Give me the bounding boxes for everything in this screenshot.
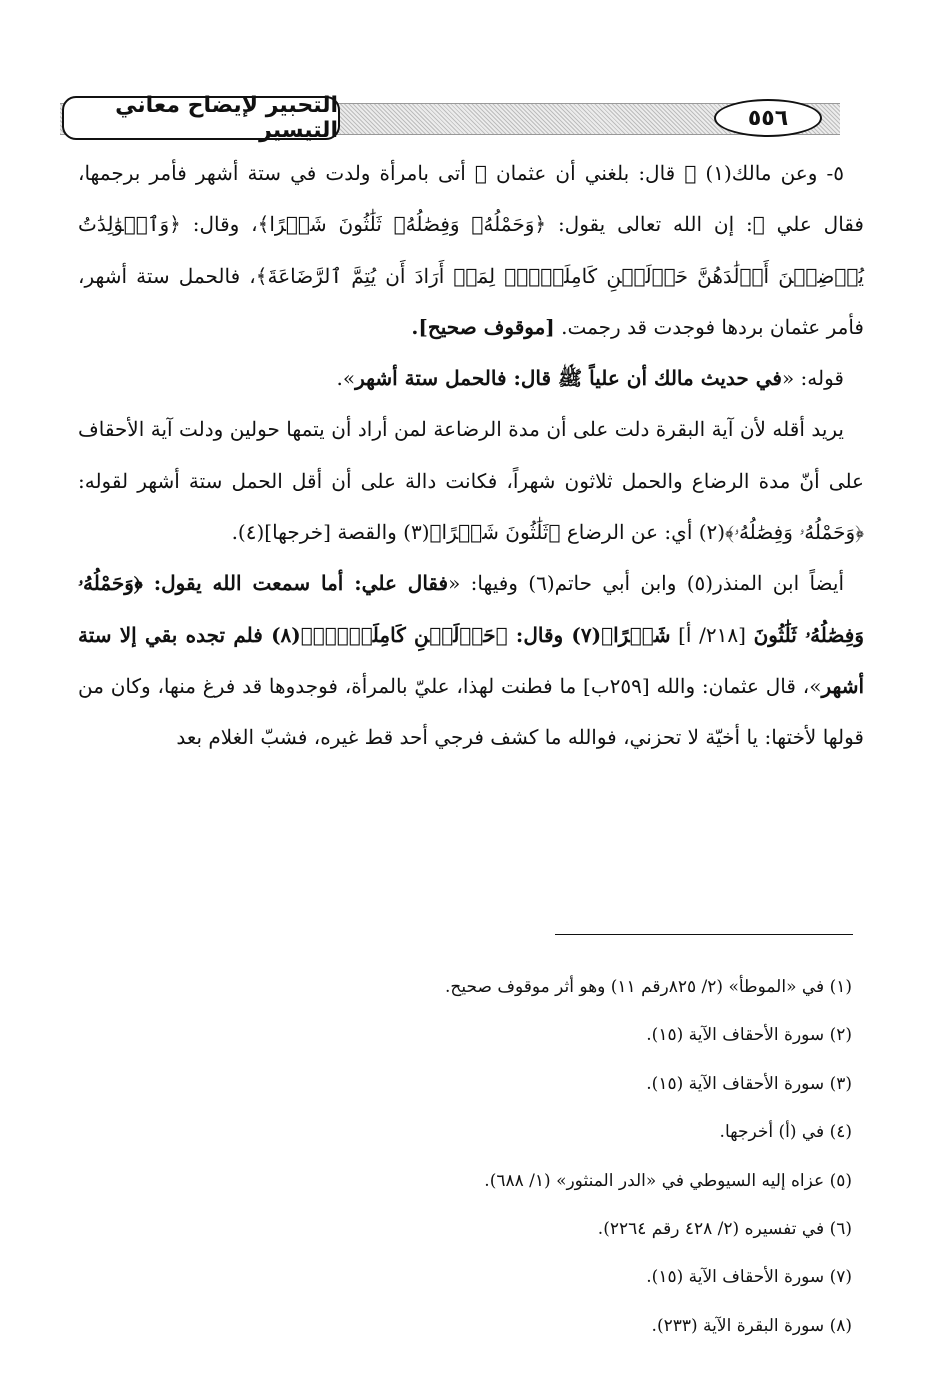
heading-quote: في حديث مالك أن علياً ﷺ قال: فالحمل ستة أشهر [355,366,782,391]
heading-suffix: ». [336,366,356,391]
heading-prefix: قوله: « [781,366,844,391]
hadith-grade: [موقوف صحيح]. [411,314,555,339]
footnotes-list [90,968,852,1355]
footnote-5: (٥) عزاه إليه السيوطي في «الدر المنثور» (١/ ٦٨٨). [484,1170,852,1191]
narration-paragraph [78,558,864,763]
page-number: ٥٥٦ [714,99,822,137]
hadith-text: ٥- وعن مالك(١) ﷺ قال: بلغني أن عثمان ﷺ أتى بامرأة ولدت في ستة أشهر فأمر برجمها، فقال علي ﷺ: إن الله تعالى يقول: ﴿وَحَمْلُهُۥ وَفِصَٰلُهُۥ ثَلَٰثُونَ شَهۡرًا﴾، وقال: ﴿وَٱلۡوَٰلِدَٰتُ يُرۡضِعۡنَ أَوۡلَٰدَهُنَّ حَوۡلَيۡنِ كَامِلَيۡنِۖ لِمَنۡ أَرَادَ أَن يُتِمَّ ٱلرَّضَاعَةَ﴾، فالحمل ستة أشهر، فأمر عثمان بردها فوجدت قد رجمت. [78,161,864,339]
footnote-8: (٨) سورة البقرة الآية (٢٣٣). [651,1315,852,1336]
commentary-paragraph: يريد أقله لأن آية البقرة دلت على أن مدة الرضاعة لمن أراد أن يتمها حولين ودلت آية الأحقاف على أنّ مدة الرضاع والحمل ثلاثون شهراً، فكانت دالة على أن أقل الحمل ستة أشهر لقوله: ﴿وَحَمْلُهُۥ وَفِصَٰلُهُۥ﴾(٢) أي: عن الرضاع ﴿ثَلَٰثُونَ شَهۡرًا﴾(٣) والقصة [خرجها](٤). [78,417,864,545]
commentary-heading [78,353,864,404]
footnote-1: (١) في «الموطأ» (٢/ ٨٢٥رقم ١١) وهو أثر موقوف صحيح. [445,977,852,997]
narration-quote-2: شَهۡرًا﴾(٧) وقال: ﴿حَوۡلَيۡنِ كَامِلَيۡنِۖ﴾(٨) فلم تجده بقي إلا ستة أشهر [78,622,865,698]
footnote-6: (٦) في تفسيره (٢/ ٤٢٨ رقم ٢٢٦٤). [597,1218,852,1239]
footnote-2: (٢) سورة الأحقاف الآية (١٥). [646,1025,852,1046]
main-text [78,148,864,764]
footnote-7: (٧) سورة الأحقاف الآية (١٥). [646,1267,852,1288]
manuscript-ref: [٢١٨/ أ] [670,622,754,647]
footnote-4: (٤) في (أ) أخرجها. [719,1122,852,1143]
narration-rest: »، قال عثمان: والله [٢٥٩ب] ما فطنت لهذا، عليّ بالمرأة، فوجدوها قد فرغ منها، وكان من قولها لأختها: يا أخيّة لا تحزني، فوالله ما كشف فرجي أحد قط غيره، فشبّ الغلام بعد [78,673,864,750]
book-title: التحبير لإيضاح معاني التيسير [62,96,340,140]
hadith-paragraph [78,148,864,353]
narration-intro: أيضاً ابن المنذر(٥) وابن أبي حاتم(٦) وفيها: « [448,571,845,596]
footnote-divider [555,934,853,935]
footnote-3: (٣) سورة الأحقاف الآية (١٥). [646,1073,852,1094]
narration-quote-1: فقال علي: أما سمعت الله يقول: ﴿وَحَمْلُهُۥ وَفِصَٰلُهُۥ ثَلَٰثُونَ [78,571,864,647]
